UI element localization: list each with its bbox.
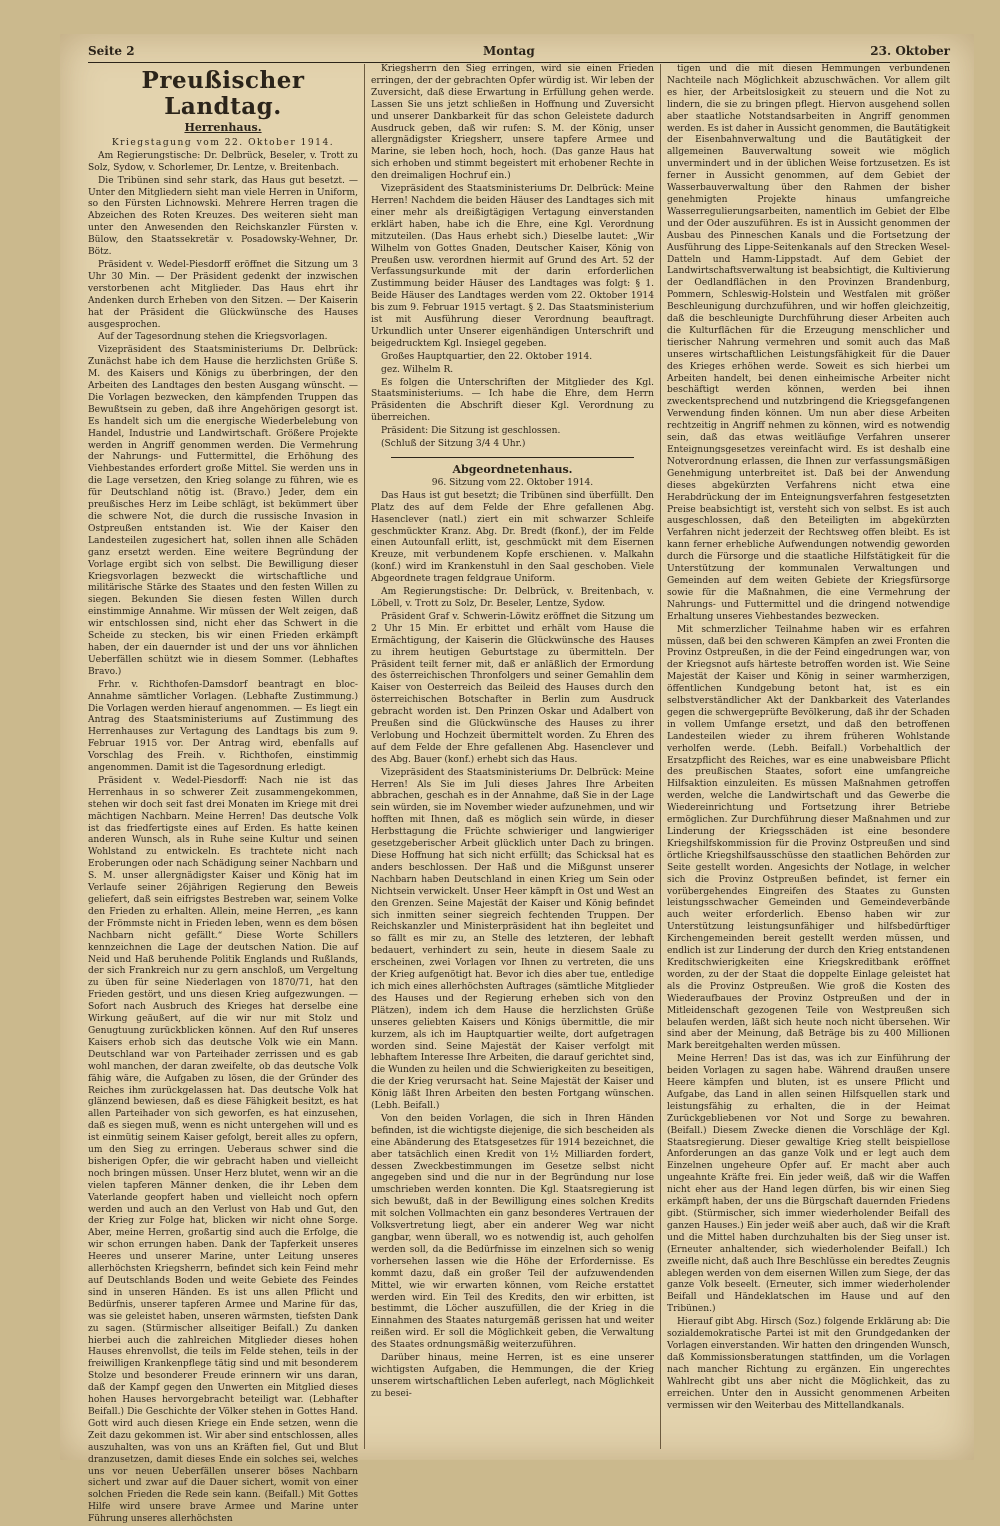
paragraph: Die Tribünen sind sehr stark, das Haus gut besetzt. — Unter den Mitgliedern sieht man viele Herren in Uniform, so den Fürsten Lichnowski. Mehrere Herren tragen die Abzeichen des Roten Kreuzes. Des weiteren sieht man unter den Anwesenden den Reichskanzler Fürsten v. Bülow, den Staatssekretär v. Posadowsky-Wehner, Dr. Bötz.	[88, 175, 358, 258]
paragraph: Präsident v. Wedel-Piesdorff: Nach nie ist das Herrenhaus in so schwerer Zeit zusammengekommen, stehen wir doch seit fast drei Monaten im Kriege mit drei mächtigen Nachbarn. Meine Herren! Das deutsche Volk ist das friedfertigste eines auf Erden. Es hatte keinen anderen Wunsch, als in Ruhe seine Kultur und seinen Wohlstand zu entwickeln. Es trachtete nicht nach Eroberungen oder nach Schädigung seiner Nachbarn und S. M. unser allergnädigster Kaiser und König hat im Verlaufe seiner 26jährigen Regierung den Beweis geliefert, daß sein eifrigstes Bestreben war, seinem Volke den Frieden zu erhalten. Allein, meine Herren, „es kann der Frömmste nicht in Frieden leben, wenn es dem bösen Nachbarn nicht gefällt.“ Diese Worte Schillers kennzeichnen die Lage der deutschen Nation. Die auf Neid und Haß beruhende Politik Englands und Rußlands, der sich Frankreich nur zu gern anschloß, um Vergeltung zu üben für seine Niederlagen von 1870/71, hat den Frieden gestört, und uns diesen Krieg aufgezwungen. — Sofort nach Ausbruch des Krieges hat derselbe eine Wirkung geäußert, auf die wir nur mit Stolz und Genugtuung zurückblicken können. Auf den Ruf unseres Kaisers erhob sich das deutsche Volk wie ein Mann. Deutschland war von Parteihader zerrissen und es gab wohl manchen, der daran zweifelte, ob das deutsche Volk fähig wäre, die Aufgaben zu lösen, die der Gründer des Reiches ihm zurückgelassen hat. Das deutsche Volk hat glänzend bewiesen, daß es diese Fähigkeit besitzt, es hat allen Parteihader von sich geworfen, es hat einzusehen, daß es siegen muß, wenn es nicht untergehen will und es ist einmütig seinem Kaiser gefolgt, bereit alles zu opfern, um den Sieg zu erringen. Ueberaus schwer sind die bisherigen Opfer, die wir gebracht haben und vielleicht noch bringen müssen. Unser Herz blutet, wenn wir an die vielen tapferen Männer denken, die ihr Leben dem Vaterlande geopfert haben und vielleicht noch opfern werden und auch an den Verlust von Hab und Gut, den der Krieg zur Folge hat, blicken wir nicht ohne Sorge. Aber, meine Herren, großartig sind auch die Erfolge, die wir schon errungen haben. Dank der Tapferkeit unseres Heeres und unserer Marine, unter Leitung unseres allerhöchsten Kriegsherrn, befindet sich kein Feind mehr auf Deutschlands Boden und weite Gebiete des Feindes sind in unseren Händen. Es ist uns allen Pflicht und Bedürfnis, unserer tapferen Armee und Marine für das, was sie geleistet haben, unseren wärmsten, tiefsten Dank zu sagen. (Stürmischer allseitiger Beifall.) Zu danken hierbei auch die zahlreichen Mitglieder dieses hohen Hauses ehrenvollst, die teils im Felde stehen, teils in der freiwilligen Krankenpflege tätig sind und mit besonderem Stolze und besonderer Freude erinnern wir uns daran, daß der Kampf gegen den Unwerten ein Mitglied dieses hohen Hauses hervorgebracht beteiligt war. (Lebhafter Beifall.) Die Geschichte der Völker stehen in Gottes Hand. Gott wird auch diesen Kriege ein Ende setzen, wenn die Zeit dazu gekommen ist. Wir aber sind entschlossen, alles auszuhalten, was von uns an Kräften fiel, Gut und Blut dranzusetzen, damit dieses Ende ein solches sei, welches uns vor neuen Ueberfällen unserer böses Nachbarn sichert und zwar auf die Dauer sichert, womit von einer solchen Frieden die Rede sein kann. (Beifall.) Mit Gottes Hilfe wird unsere brave Armee und Marine unter Führung unseres allerhöchsten	[88, 775, 358, 1525]
section-separator	[391, 457, 634, 458]
weekday: Montag	[483, 44, 535, 58]
subsection-abgeordnetenhaus: Abgeordnetenhaus.	[452, 463, 573, 476]
paragraph: Präsident Graf v. Schwerin-Löwitz eröffnet die Sitzung um 2 Uhr 15 Min. Er erbittet und erhält vom Hause die Ermächtigung, der Kaiserin die Glückwünsche des Hauses zu ihrem heutigen Geburtstage zu übermitteln. Der Präsident teilt ferner mit, daß er anläßlich der Ermordung des österreichischen Thronfolgers und seiner Gemahlin dem Kaiser von Oesterreich das Beileid des Hauses durch den österreichischen Botschafter in Berlin zum Ausdruck gebracht worden ist. Den Prinzen Oskar und Adalbert von Preußen sind die Glückwünsche des Hauses zu ihrer Verlobung und Hochzeit übermittelt worden. Zu Ehren des auf dem Felde der Ehre gefallenen Abg. Hasenclever und des Abg. Bauer (konf.) erhebt sich das Haus.	[371, 611, 654, 765]
column-1	[88, 64, 358, 1525]
section-title: Preußischer Landtag.	[141, 67, 305, 120]
paragraph: Am Regierungstische: Dr. Delbrück, Beseler, v. Trott zu Solz, Sydow, v. Schorlemer, Dr. Lentze, v. Breitenbach.	[88, 150, 358, 173]
paragraph: Vizepräsident des Staatsministeriums Dr. Delbrück: Meine Herren! Als Sie im Juli dieses Jahres Ihre Arbeiten abbrachen, geschah es in der Annahme, daß Sie in der Lage sein würden, sie im November wieder aufzunehmen, und wir hofften mit Ihnen, daß es möglich sein würde, in dieser Herbsttagung die Früchte schwieriger und langwieriger gesetzgeberischer Arbeit glücklich unter Dach zu bringen. Diese Hoffnung hat sich nicht erfüllt; das Schicksal hat es anders beschlossen. Der Haß und die Mißgunst unserer Nachbarn haben Deutschland in einen Krieg um Sein oder Nichtsein verwickelt. Unser Heer kämpft in Ost und West an den Grenzen. Seine Majestät der Kaiser und König befindet sich inmitten seiner siegreich fechtenden Truppen. Der Reichskanzler und Ministerpräsident hat ihn begleitet und so fällt es mir zu, an Stelle des letzteren, der lebhaft bedauert, verhindert zu sein, heute in diesem Saale zu erscheinen, zwei Vorlagen vor Ihnen zu vertreten, die uns der Krieg aufgenötigt hat. Bevor ich dies aber tue, entledige ich mich eines allerhöchsten Auftrages (sämtliche Mitglieder des Hauses und der Regierung erheben sich von den Plätzen), indem ich dem Hause die herzlichsten Grüße unseres geliebten Kaisers und Königs übermittle, die mir kurzem, als ich im Hauptquartier weilte, dort aufgetragen worden sind. Seine Majestät der Kaiser verfolgt mit lebhaftem Interesse Ihre Arbeiten, die darauf gerichtet sind, die Wunden zu heilen und die Schwierigkeiten zu beseitigen, die der Krieg verursacht hat. Seine Majestät der Kaiser und König läßt Ihren Arbeiten den besten Fortgang wünschen. (Lebh. Beifall.)	[371, 767, 654, 1112]
paragraph: Auf der Tagesordnung stehen die Kriegsvorlagen.	[98, 332, 328, 343]
issue-date: 23. Oktober	[870, 44, 950, 58]
column-divider	[364, 64, 365, 1449]
paragraph: Das Haus ist gut besetzt; die Tribünen sind überfüllt. Den Platz des auf dem Felde der Ehre gefallenen Abg. Hasenclever (natl.) ziert ein mit schwarzer Schleife geschmückter Kranz. Abg. Dr. Bredt (fkonf.), der im Felde einen Autounfall erlitt, ist, geschmückt mit dem Eisernen Kreuze, mit verbundenem Kopfe erschienen. v. Malkahn (konf.) wird im Krankenstuhl in den Saal geschoben. Viele Abgeordnete tragen feldgraue Uniform.	[371, 490, 654, 585]
paragraph: Großes Hauptquartier, den 22. Oktober 1914.	[381, 351, 593, 362]
column-1-body	[88, 151, 358, 1526]
paragraph: Präsident v. Wedel-Piesdorff eröffnet die Sitzung um 3 Uhr 30 Min. — Der Präsident gedenkt der inzwischen verstorbenen acht Mitglieder. Das Haus ehrt ihr Andenken durch Erheben von den Sitzen. — Der Kaiserin hat der Präsident die Glückwünsche des Hauses ausgesprochen.	[88, 259, 358, 330]
paragraph: gez. Wilhelm R.	[381, 364, 454, 375]
paragraph: Von den beiden Vorlagen, die sich in Ihren Händen befinden, ist die wichtigste diejenige, die sich bescheiden als eine Abänderung des Etatsgesetzes für 1914 bezeichnet, die aber tatsächlich einen Kredit von 1½ Milliarden fordert, dessen Zweckbestimmungen im Gesetze selbst nicht angegeben sind und die nur in der Begründung nur lose umschrieben werden konnten. Die Kgl. Staatsregierung ist sich bewußt, daß in der Bewilligung eines solchen Kredits mit solchen Vollmachten ein ganz besonderes Vertrauen der Volksvertretung liegt, aber ein anderer Weg war nicht gangbar, wenn überall, wo es notwendig ist, auch geholfen werden soll, da die Bedürfnisse im einzelnen sich so wenig vorhersehen lassen wie die Höhe der Erfordernisse. Es kommt dazu, daß ein großer Teil der aufzuwendenden Mittel, wie wir erwarten können, vom Reiche erstattet werden wird. Ein Teil des Kredits, den wir erbitten, ist bestimmt, die Löcher auszufüllen, die der Krieg in die Einnahmen des Staates naturgemäß gerissen hat und weiter reißen wird. Er soll die Möglichkeit geben, die Verwaltung des Staates ordnungsmäßig weiterzuführen.	[371, 1113, 654, 1351]
paragraph: Frhr. v. Richthofen-Damsdorf beantragt en bloc-Annahme sämtlicher Vorlagen. (Lebhafte Zustimmung.) Die Vorlagen werden hierauf angenommen. — Es liegt ein Antrag des Staatsministeriums auf Zustimmung des Herrenhauses zur Vertagung des Landtags bis zum 9. Februar 1915 vor. Der Antrag wird, ebenfalls auf Vorschlag des Freih. v. Richthofen, einstimmig angenommen. Damit ist die Tagesordnung erledigt.	[88, 679, 358, 774]
paragraph: Meine Herren! Das ist das, was ich zur Einführung der beiden Vorlagen zu sagen habe. Während draußen unsere Heere kämpfen und bluten, ist es unsere Pflicht und Aufgabe, das Land in allen seinen Hilfsquellen stark und leistungsfähig zu erhalten, die in der Heimat Zurückgebliebenen vor Not und Sorge zu bewahren. (Beifall.) Diesem Zwecke dienen die Vorschläge der Kgl. Staatsregierung. Dieser gewaltige Krieg stellt beispiellose Anforderungen an das ganze Volk und er legt auch dem Einzelnen ungeheure Opfer auf. Er macht aber auch ungeahnte Kräfte frei. Ein jeder weiß, daß wir die Waffen nicht eher aus der Hand legen dürfen, bis wir einen Sieg erkämpft haben, der uns die Bürgschaft dauernden Friedens gibt. (Stürmischer, sich immer wiederholender Beifall des ganzen Hauses.) Ein jeder weiß aber auch, daß wir die Kraft und die Mittel haben durchzuhalten bis der Sieg unser ist. (Erneuter anhaltender, sich wiederholender Beifall.) Ich zweifle nicht, daß auch Ihre Beschlüsse ein beredtes Zeugnis ablegen werden von dem eisernen Willen zum Siege, der das ganze Volk beseelt. (Erneuter, sich immer wiederholender Beifall und Händeklatschen im Hause und auf den Tribünen.)	[667, 1054, 950, 1315]
page-number: Seite 2	[88, 44, 135, 58]
paragraph: Präsident: Die Sitzung ist geschlossen.	[381, 426, 561, 437]
abg-session-heading: 96. Sitzung vom 22. Oktober 1914.	[431, 477, 594, 488]
paragraph: tigen und die mit diesen Hemmungen verbundenen Nachteile nach Möglichkeit abzuschwächen. Vor allem gilt es hier, der Arbeitslosigkeit zu steuern und die Not zu lindern, die sie zu bringen pflegt. Hiervon ausgehend sollen aber staatliche Notstandsarbeiten in Angriff genommen werden. Es ist daher in Aussicht genommen, die Bautätigkeit der Eisenbahnverwaltung und die Bautätigkeit der allgemeinen Bauverwaltung soweit wie möglich unvermindert und in der üblichen Weise fortzusetzen. Es ist ferner in Aussicht genommen, auf dem Gebiet der Wasserbauverwaltung über den Rahmen der bisher genehmigten Projekte hinaus umfangreiche Wasserregulierungsarbeiten, namentlich im Gebiet der Elbe und der Oder auszuführen. Es ist in Aussicht genommen der Ausbau des Pinneschen Kanals und die Fortsetzung der Ausführung des Lippe-Seitenkanals auf den Strecken Wesel-Datteln und Hamm-Lippstadt. Auf dem Gebiet der Landwirtschaftsverwaltung ist beabsichtigt, die Kultivierung der Oedlandflächen in den Provinzen Brandenburg, Pommern, Schleswig-Holstein und Westfalen mit größer Beschleunigung durchzuführen, und wir hoffen gleichzeitig, daß die beschleunigte Durchführung dieser Arbeiten auch die Kulturflächen für die Erzeugung menschlicher und tierischer Nahrung vermehren und somit auch das Maß unseres wirtschaftlichen Leistungsfähigkeit für die Dauer des Krieges erhöhen werde. Soweit es sich hierbei um Arbeiten handelt, bei denen einheimische Arbeiter nicht beschäftigt werden können, werden bei ihnen zweckentsprechend und nutzbringend die Kriegsgefangenen Verwendung finden können. Um nun aber diese Arbeiten rechtzeitig in Angriff nehmen zu können, wird es notwendig sein, daß das etwas weitläufige Verfahren unserer Enteignungsgesetzes vereinfacht wird. Es ist deshalb eine Notverordnung erlassen, die Ihnen zur verfassungsmäßigen Genehmigung unterbreitet ist. Daß bei der Anwendung dieses abgekürzten Verfahrens nicht etwa eine Herabdrückung der im Enteignungsverfahren festgesetzten Preise beabsichtigt ist, versteht sich von selbst. Es ist auch ausgeschlossen, daß den Beteiligten im abgekürzten Verfahren nicht jederzeit der Rechtsweg offen bleibt. Es ist kann ferner erhebliche Aufwendungen notwendig geworden durch die Fürsorge und die staatliche Hilfstätigkeit für die Unterstützung der kommunalen Verwaltungen und Gemeinden auf dem weiten Gebiete der Kriegsfürsorge sowie für die Maßnahmen, die eine Vermehrung der Nahrungs- und Futtermittel und die dringend notwendige Erhaltung unseres Viehbestandes bezwecken.	[667, 64, 950, 622]
column-divider	[660, 64, 661, 1449]
paragraph: Darüber hinaus, meine Herren, ist es eine unserer wichtigsten Aufgaben, die Hemmungen, die der Krieg unserem wirtschaftlichen Leben auferlegt, nach Möglichkeit zu besei-	[371, 1353, 654, 1399]
paragraph: Vizepräsident des Staatsministeriums Dr. Delbrück: Zunächst habe ich dem Hause die herzlichsten Grüße S. M. des Kaisers und Königs zu überbringen, der den Arbeiten des Landtages den besten Ausgang wünscht. — Die Vorlagen bezwecken, den kämpfenden Truppen das Bewußtsein zu geben, daß ihre Angehörigen gesorgt ist. Es handelt sich um die energische Wiederbelebung von Handel, Industrie und Landwirtschaft. Größere Projekte werden in Angriff genommen werden. Die Vermehrung der Nahrungs- und Futtermittel, die Erhöhung des Viehbestandes erfordert große Mittel. Sie werden uns in die Lage versetzen, den Krieg solange zu führen, wie es für Deutschland nötig ist. (Bravo.) Jeder, dem ein preußisches Herz im Leibe schlägt, ist bekümmert über die schwere Not, die durch die russische Invasion in Ostpreußen entstanden ist. Wie der Kaiser den Landesteilen zugesichert hat, sollen ihnen alle Schäden ganz ersetzt werden. Eine weitere Begründung der Vorlage ergibt sich von selbst. Die Bewilligung dieser Kriegsvorlagen bezweckt die wirtschaftliche und militärische Stärke des Staates und den festen Willen zu siegen. Bekunden Sie diesen festen Willen durch einstimmige Annahme. Wir müssen der Welt zeigen, daß wir entschlossen sind, nicht eher das Schwert in die Scheide zu stecken, bis wir einen Frieden erkämpft haben, der ein dauernder ist und der uns vor ähnlichen Ueberfällen schützt wie in diesem Sommer. (Lebhaftes Bravo.)	[88, 345, 358, 677]
paragraph: Kriegsherrn den Sieg erringen, wird sie einen Frieden erringen, der der gebrachten Opfer würdig ist. Wir leben der Zuversicht, daß diese Erwartung in Erfüllung gehen werde. Lassen Sie uns jetzt schließen in Hoffnung und Zuversicht und unserer Dankbarkeit für das schon Geleistete dadurch Ausdruck geben, daß wir rufen: S. M. der König, unser allergnädigster Kriegsherr, unsere tapfere Armee und Marine, sie leben hoch, hoch, hoch. (Das ganze Haus hat sich erhoben und stimmt begeistert mit erhobener Rechte in den dreimaligen Hochruf ein.)	[371, 64, 654, 182]
abg-body	[371, 491, 654, 1401]
column-2	[371, 64, 654, 1454]
subsection-herrenhaus: Herrenhaus.	[184, 121, 262, 134]
session-heading: Kriegstagung vom 22. Oktober 1914.	[111, 137, 335, 148]
newspaper-page	[60, 34, 974, 1525]
page-header	[88, 42, 950, 63]
column-3-body	[667, 64, 950, 1412]
paragraph: Hierauf gibt Abg. Hirsch (Soz.) folgende Erklärung ab: Die sozialdemokratische Partei ist mit den Grundgedanken der Vorlagen einverstanden. Wir hatten den dringenden Wunsch, daß Kommissionsberatungen stattfinden, um die Vorlagen nach mancher Richtung zu ergänzen. Ein ungerechtes Wahlrecht gibt uns aber nicht die Möglichkeit, das zu erreichen. Unter den in Aussicht genommenen Arbeiten vermissen wir den Weiterbau des Mittellandkanals.	[667, 1317, 950, 1411]
paragraph: Vizepräsident des Staatsministeriums Dr. Delbrück: Meine Herren! Nachdem die beiden Häuser des Landtages sich mit einer mehr als dreißigtägigen Vertagung einverstanden erklärt haben, habe ich die Ehre, eine Kgl. Verordnung mitzuteilen. (Das Haus erhebt sich.) Dieselbe lautet: „Wir Wilhelm von Gottes Gnaden, Deutscher Kaiser, König von Preußen usw. verordnen hiermit auf Grund des Art. 52 der Verfassungsurkunde mit der darin erforderlichen Zustimmung beider Häuser des Landtages was folgt: § 1. Beide Häuser des Landtages werden vom 22. Oktober 1914 bis zum 9. Februar 1915 vertagt. § 2. Das Staatsministerium ist mit Ausführung dieser Verordnung beauftragt. Urkundlich unter Unserer eigenhändigen Unterschrift und beigedrucktem Kgl. Insiegel gegeben.	[371, 184, 654, 349]
paragraph: (Schluß der Sitzung 3/4 4 Uhr.)	[381, 439, 526, 450]
column-2-body	[371, 64, 654, 451]
paragraph: Am Regierungstische: Dr. Delbrück, v. Breitenbach, v. Löbell, v. Trott zu Solz, Dr. Beseler, Lentze, Sydow.	[371, 587, 654, 609]
column-3	[667, 64, 950, 1454]
paragraph: Es folgen die Unterschriften der Mitglieder des Kgl. Staatsministeriums. — Ich habe die Ehre, dem Herrn Präsidenten die Abschrift dieser Kgl. Verordnung zu überreichen.	[371, 377, 654, 424]
paragraph: Mit schmerzlicher Teilnahme haben wir es erfahren müssen, daß bei den schweren Kämpfen an zwei Fronten die Provinz Ostpreußen, in die der Feind eingedrungen war, von der Kriegsnot aufs härteste betroffen worden ist. Wie Seine Majestät der Kaiser und König in seiner warmherzigen, öffentlichen Kundgebung betont hat, ist es ein selbstverständlicher Akt der Dankbarkeit des Vaterlandes gegen die schwergeprüfte Bevölkerung, daß ihr der Schaden in vollem Umfange ersetzt, und daß den betroffenen Landesteilen wieder zu ihrem früheren Wohlstande verholfen werde. (Lebh. Beifall.) Vorbehaltlich der Ersatzpflicht des Reiches, war es eine unabweisbare Pflicht des preußischen Staates, sofort eine umfangreiche Hilfsaktion einzuleiten. Es müssen Maßnahmen getroffen werden, welche die Landwirtschaft und das Gewerbe die Wiedereinrichtung und Fortsetzung ihrer Betriebe ermöglichen. Zur Durchführung dieser Maßnahmen und zur Linderung der Kriegsschäden ist eine besondere Kriegshilfskommission für die Provinz Ostpreußen und sind örtliche Kriegshilfsausschüsse den staatlichen Behörden zur Seite gestellt worden. Angesichts der Notlage, in welcher sich die Provinz Ostpreußen befindet, ist ferner ein vorübergehendes Eingreifen des Staates zu Gunsten leistungsschwacher Gemeinden und Gemeindeverbände auch weiter erforderlich. Ebenso haben wir zur Unterstützung leistungsunfähiger und hilfsbedürftiger Kirchengemeinden bereit gestellt werden müssen, und endlich ist zur Linderung der durch den Krieg entstandenen Kreditschwierigkeiten eine Kriegskreditbank eröffnet worden, zu der der Staat die doppelte Einlage geleistet hat als die Provinz Ostpreußen. Wie groß die Kosten des Wiederaufbaues der Provinz Ostpreußen und der in Mitleidenschaft gezogenen Teile von Westpreußen sich belaufen werden, läßt sich heute noch nicht übersehen. Wir sind aber der Meinung, daß Beträge bis zu 400 Millionen Mark bereitgehalten werden müssen.	[667, 624, 950, 1052]
